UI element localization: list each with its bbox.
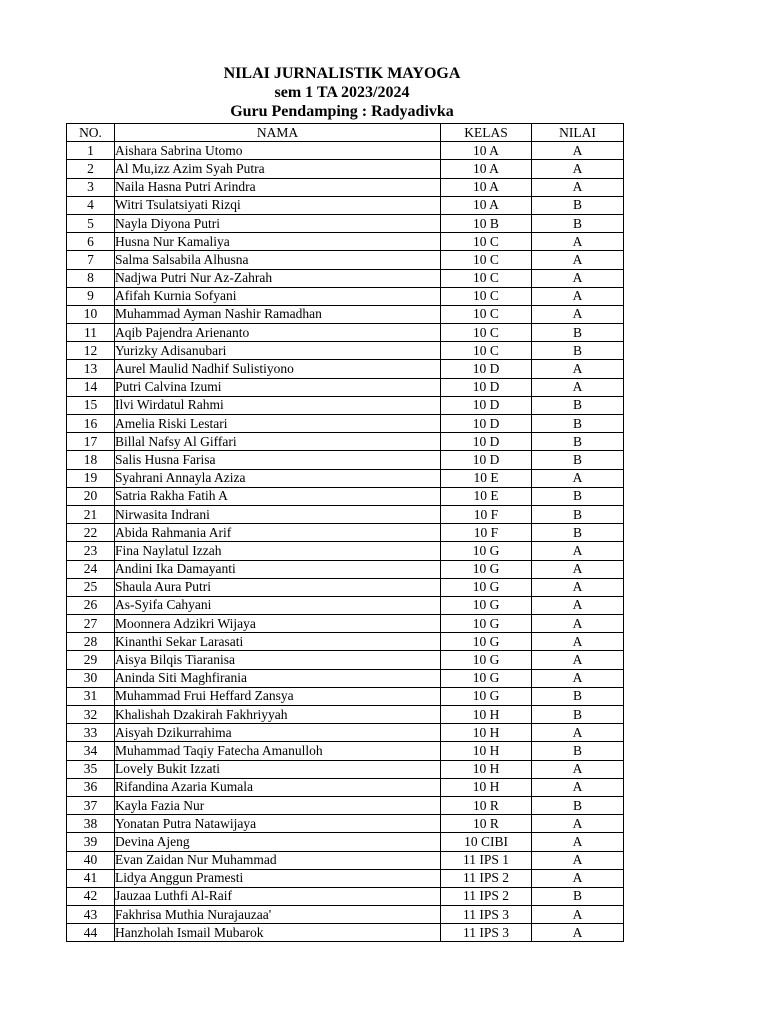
table-row — [67, 851, 624, 869]
cell-no: 1 — [67, 142, 115, 160]
cell-kelas: 10 A — [441, 178, 532, 196]
table-row — [67, 578, 624, 596]
cell-nama: As-Syifa Cahyani — [115, 596, 441, 614]
cell-kelas: 10 F — [441, 505, 532, 523]
cell-no: 33 — [67, 724, 115, 742]
cell-kelas: 11 IPS 2 — [441, 869, 532, 887]
cell-kelas: 10 G — [441, 542, 532, 560]
cell-nama: Aurel Maulid Nadhif Sulistiyono — [115, 360, 441, 378]
cell-nilai: B — [532, 433, 624, 451]
cell-nilai: A — [532, 833, 624, 851]
cell-nilai: A — [532, 560, 624, 578]
teacher-subtitle: Guru Pendamping : Radyadivka — [230, 103, 454, 120]
cell-nilai: B — [532, 796, 624, 814]
cell-no: 3 — [67, 178, 115, 196]
cell-no: 6 — [67, 233, 115, 251]
cell-nama: Putri Calvina Izumi — [115, 378, 441, 396]
cell-no: 23 — [67, 542, 115, 560]
cell-nilai: B — [532, 505, 624, 523]
cell-kelas: 10 H — [441, 742, 532, 760]
cell-nama: Rifandina Azaria Kumala — [115, 778, 441, 796]
cell-no: 2 — [67, 160, 115, 178]
cell-nilai: A — [532, 651, 624, 669]
cell-no: 19 — [67, 469, 115, 487]
cell-kelas: 10 G — [441, 596, 532, 614]
table-row — [67, 669, 624, 687]
cell-kelas: 10 G — [441, 578, 532, 596]
cell-kelas: 10 D — [441, 378, 532, 396]
cell-no: 30 — [67, 669, 115, 687]
table-row — [67, 324, 624, 342]
cell-no: 24 — [67, 560, 115, 578]
cell-no: 14 — [67, 378, 115, 396]
cell-kelas: 10 H — [441, 760, 532, 778]
cell-kelas: 10 G — [441, 633, 532, 651]
cell-kelas: 10 F — [441, 524, 532, 542]
cell-kelas: 10 R — [441, 796, 532, 814]
table-row — [67, 651, 624, 669]
cell-nilai: A — [532, 305, 624, 323]
cell-nama: Aishara Sabrina Utomo — [115, 142, 441, 160]
cell-no: 25 — [67, 578, 115, 596]
cell-nilai: B — [532, 524, 624, 542]
cell-kelas: 10 C — [441, 287, 532, 305]
cell-nama: Syahrani Annayla Aziza — [115, 469, 441, 487]
cell-kelas: 10 D — [441, 451, 532, 469]
cell-nilai: B — [532, 742, 624, 760]
column-header-no: NO. — [67, 124, 115, 142]
cell-nama: Salis Husna Farisa — [115, 451, 441, 469]
cell-nilai: A — [532, 360, 624, 378]
cell-nama: Billal Nafsy Al Giffari — [115, 433, 441, 451]
table-row — [67, 815, 624, 833]
cell-kelas: 10 A — [441, 142, 532, 160]
cell-kelas: 10 B — [441, 214, 532, 232]
table-row — [67, 633, 624, 651]
cell-nilai: A — [532, 142, 624, 160]
cell-nama: Muhammad Taqiy Fatecha Amanulloh — [115, 742, 441, 760]
cell-nama: Kayla Fazia Nur — [115, 796, 441, 814]
table-row — [67, 924, 624, 942]
table-row — [67, 433, 624, 451]
table-row — [67, 396, 624, 414]
table-row — [67, 615, 624, 633]
cell-no: 34 — [67, 742, 115, 760]
cell-nama: Fakhrisa Muthia Nurajauzaa' — [115, 906, 441, 924]
document-title: NILAI JURNALISTIK MAYOGA — [223, 65, 461, 82]
cell-nama: Fina Naylatul Izzah — [115, 542, 441, 560]
cell-nilai: B — [532, 214, 624, 232]
cell-nilai: A — [532, 869, 624, 887]
cell-no: 8 — [67, 269, 115, 287]
table-row — [67, 505, 624, 523]
table-row — [67, 451, 624, 469]
cell-nilai: A — [532, 251, 624, 269]
cell-nama: Ilvi Wirdatul Rahmi — [115, 396, 441, 414]
table-row — [67, 214, 624, 232]
cell-nilai: B — [532, 324, 624, 342]
table-row — [67, 178, 624, 196]
cell-nama: Aninda Siti Maghfirania — [115, 669, 441, 687]
cell-kelas: 10 C — [441, 269, 532, 287]
cell-kelas: 10 D — [441, 360, 532, 378]
cell-nilai: A — [532, 851, 624, 869]
table-row — [67, 724, 624, 742]
cell-kelas: 10 G — [441, 560, 532, 578]
cell-kelas: 10 R — [441, 815, 532, 833]
cell-nilai: A — [532, 906, 624, 924]
table-row — [67, 796, 624, 814]
table-row — [67, 906, 624, 924]
cell-nama: Nadjwa Putri Nur Az-Zahrah — [115, 269, 441, 287]
cell-nilai: A — [532, 633, 624, 651]
cell-nilai: A — [532, 178, 624, 196]
table-row — [67, 596, 624, 614]
cell-no: 22 — [67, 524, 115, 542]
cell-no: 11 — [67, 324, 115, 342]
cell-nilai: A — [532, 233, 624, 251]
cell-nilai: B — [532, 196, 624, 214]
cell-nama: Hanzholah Ismail Mubarok — [115, 924, 441, 942]
cell-nilai: A — [532, 778, 624, 796]
cell-kelas: 10 H — [441, 724, 532, 742]
table-row — [67, 706, 624, 724]
cell-nilai: A — [532, 469, 624, 487]
cell-kelas: 10 CIBI — [441, 833, 532, 851]
cell-kelas: 10 D — [441, 396, 532, 414]
table-row — [67, 524, 624, 542]
table-row — [67, 233, 624, 251]
cell-nilai: A — [532, 269, 624, 287]
cell-nama: Salma Salsabila Alhusna — [115, 251, 441, 269]
cell-no: 29 — [67, 651, 115, 669]
cell-nama: Husna Nur Kamaliya — [115, 233, 441, 251]
cell-kelas: 10 D — [441, 415, 532, 433]
table-row — [67, 160, 624, 178]
cell-nama: Abida Rahmania Arif — [115, 524, 441, 542]
cell-nama: Aisya Bilqis Tiaranisa — [115, 651, 441, 669]
column-header-nama: NAMA — [115, 124, 441, 142]
cell-kelas: 10 C — [441, 305, 532, 323]
cell-kelas: 10 C — [441, 233, 532, 251]
cell-nama: Devina Ajeng — [115, 833, 441, 851]
cell-no: 27 — [67, 615, 115, 633]
cell-no: 44 — [67, 924, 115, 942]
column-header-kelas: KELAS — [441, 124, 532, 142]
cell-nilai: A — [532, 669, 624, 687]
cell-kelas: 10 E — [441, 469, 532, 487]
cell-nilai: B — [532, 887, 624, 905]
cell-no: 18 — [67, 451, 115, 469]
cell-nama: Jauzaa Luthfi Al-Raif — [115, 887, 441, 905]
table-row — [67, 360, 624, 378]
cell-no: 15 — [67, 396, 115, 414]
cell-no: 4 — [67, 196, 115, 214]
column-header-nilai: NILAI — [532, 124, 624, 142]
cell-nama: Lovely Bukit Izzati — [115, 760, 441, 778]
document-header — [0, 64, 684, 121]
cell-no: 35 — [67, 760, 115, 778]
cell-nama: Yurizky Adisanubari — [115, 342, 441, 360]
cell-no: 43 — [67, 906, 115, 924]
cell-no: 9 — [67, 287, 115, 305]
table-row — [67, 269, 624, 287]
cell-kelas: 10 C — [441, 251, 532, 269]
table-row — [67, 196, 624, 214]
cell-kelas: 10 H — [441, 778, 532, 796]
cell-no: 31 — [67, 687, 115, 705]
cell-nama: Moonnera Adzikri Wijaya — [115, 615, 441, 633]
cell-nama: Khalishah Dzakirah Fakhriyyah — [115, 706, 441, 724]
table-row — [67, 887, 624, 905]
cell-nilai: A — [532, 615, 624, 633]
cell-nilai: B — [532, 687, 624, 705]
cell-nama: Witri Tsulatsiyati Rizqi — [115, 196, 441, 214]
cell-nilai: A — [532, 578, 624, 596]
cell-kelas: 10 A — [441, 160, 532, 178]
table-row — [67, 342, 624, 360]
cell-kelas: 10 C — [441, 324, 532, 342]
table-row — [67, 378, 624, 396]
cell-nilai: A — [532, 760, 624, 778]
cell-nama: Satria Rakha Fatih A — [115, 487, 441, 505]
cell-no: 28 — [67, 633, 115, 651]
cell-nama: Muhammad Frui Heffard Zansya — [115, 687, 441, 705]
table-row — [67, 542, 624, 560]
cell-nilai: B — [532, 342, 624, 360]
table-row — [67, 287, 624, 305]
cell-kelas: 10 G — [441, 615, 532, 633]
cell-kelas: 11 IPS 3 — [441, 924, 532, 942]
cell-no: 36 — [67, 778, 115, 796]
cell-nilai: A — [532, 287, 624, 305]
cell-nama: Naila Hasna Putri Arindra — [115, 178, 441, 196]
cell-kelas: 10 C — [441, 342, 532, 360]
cell-kelas: 11 IPS 1 — [441, 851, 532, 869]
cell-no: 5 — [67, 214, 115, 232]
cell-no: 40 — [67, 851, 115, 869]
cell-nilai: A — [532, 378, 624, 396]
cell-nama: Muhammad Ayman Nashir Ramadhan — [115, 305, 441, 323]
cell-no: 41 — [67, 869, 115, 887]
cell-no: 13 — [67, 360, 115, 378]
cell-kelas: 11 IPS 3 — [441, 906, 532, 924]
cell-no: 37 — [67, 796, 115, 814]
cell-no: 17 — [67, 433, 115, 451]
cell-no: 42 — [67, 887, 115, 905]
table-row — [67, 305, 624, 323]
table-row — [67, 487, 624, 505]
cell-nama: Afifah Kurnia Sofyani — [115, 287, 441, 305]
table-row — [67, 778, 624, 796]
cell-nilai: B — [532, 706, 624, 724]
table-row — [67, 142, 624, 160]
cell-nama: Aqib Pajendra Arienanto — [115, 324, 441, 342]
table-row — [67, 415, 624, 433]
table-row — [67, 833, 624, 851]
cell-no: 10 — [67, 305, 115, 323]
cell-nama: Yonatan Putra Natawijaya — [115, 815, 441, 833]
table-body — [67, 142, 624, 942]
cell-kelas: 10 D — [441, 433, 532, 451]
cell-nilai: A — [532, 724, 624, 742]
table-header-row — [67, 124, 624, 142]
cell-no: 20 — [67, 487, 115, 505]
table-row — [67, 560, 624, 578]
cell-nilai: B — [532, 396, 624, 414]
table-row — [67, 469, 624, 487]
cell-no: 7 — [67, 251, 115, 269]
semester-subtitle: sem 1 TA 2023/2024 — [274, 84, 410, 101]
cell-kelas: 10 G — [441, 651, 532, 669]
cell-nama: Andini Ika Damayanti — [115, 560, 441, 578]
cell-nama: Evan Zaidan Nur Muhammad — [115, 851, 441, 869]
cell-nilai: A — [532, 815, 624, 833]
cell-nilai: A — [532, 160, 624, 178]
cell-nama: Aisyah Dzikurrahima — [115, 724, 441, 742]
cell-nilai: B — [532, 487, 624, 505]
cell-kelas: 10 E — [441, 487, 532, 505]
cell-nilai: B — [532, 451, 624, 469]
cell-nama: Kinanthi Sekar Larasati — [115, 633, 441, 651]
cell-nama: Nayla Diyona Putri — [115, 214, 441, 232]
cell-kelas: 11 IPS 2 — [441, 887, 532, 905]
cell-nilai: A — [532, 924, 624, 942]
cell-no: 26 — [67, 596, 115, 614]
cell-kelas: 10 A — [441, 196, 532, 214]
cell-nama: Lidya Anggun Pramesti — [115, 869, 441, 887]
cell-no: 38 — [67, 815, 115, 833]
cell-no: 32 — [67, 706, 115, 724]
cell-kelas: 10 G — [441, 669, 532, 687]
table-row — [67, 742, 624, 760]
cell-nama: Nirwasita Indrani — [115, 505, 441, 523]
cell-no: 39 — [67, 833, 115, 851]
table-row — [67, 869, 624, 887]
cell-nilai: A — [532, 596, 624, 614]
cell-no: 12 — [67, 342, 115, 360]
table-row — [67, 251, 624, 269]
cell-nama: Shaula Aura Putri — [115, 578, 441, 596]
table-row — [67, 760, 624, 778]
cell-nilai: B — [532, 415, 624, 433]
cell-nama: Amelia Riski Lestari — [115, 415, 441, 433]
grades-table — [66, 123, 624, 942]
cell-kelas: 10 H — [441, 706, 532, 724]
cell-no: 16 — [67, 415, 115, 433]
table-row — [67, 687, 624, 705]
cell-nama: Al Mu,izz Azim Syah Putra — [115, 160, 441, 178]
cell-nilai: A — [532, 542, 624, 560]
cell-kelas: 10 G — [441, 687, 532, 705]
cell-no: 21 — [67, 505, 115, 523]
